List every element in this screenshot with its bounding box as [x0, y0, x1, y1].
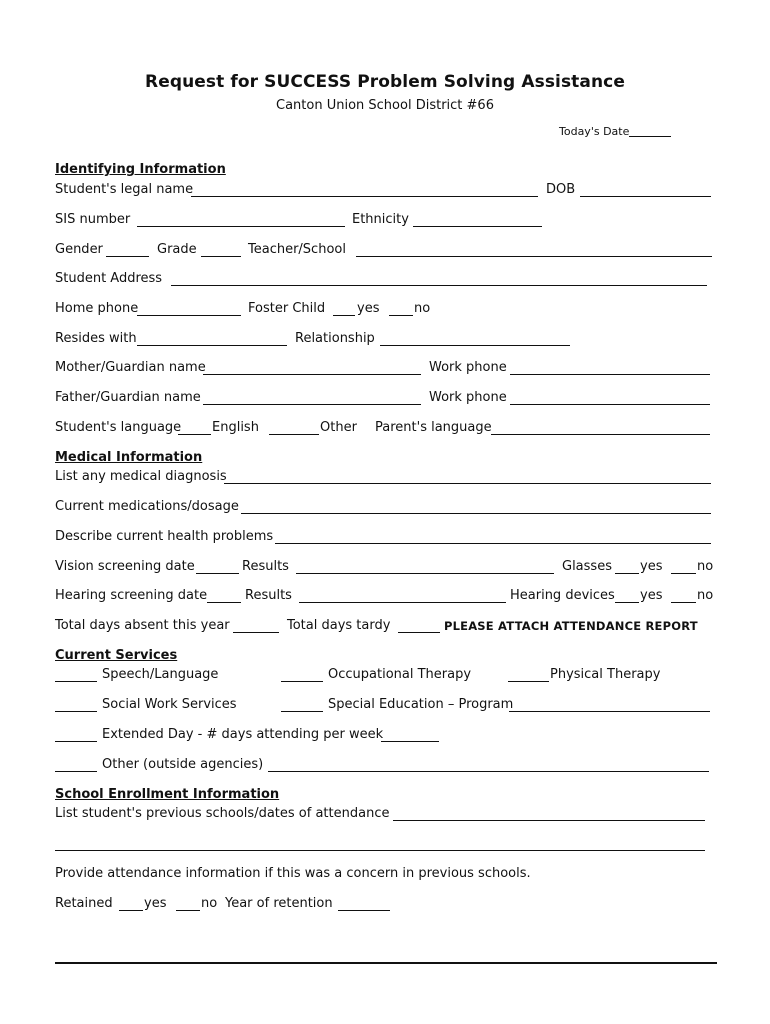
medications-label: Current medications/dosage — [55, 499, 239, 514]
legal-name-label: Student's legal name — [55, 182, 194, 197]
bottom-divider — [55, 962, 717, 964]
extended-day-blank[interactable] — [55, 727, 97, 742]
father-row — [55, 390, 715, 410]
foster-no-blank[interactable] — [389, 301, 413, 316]
hearing-devices-label: Hearing devices — [510, 588, 615, 603]
previous-schools-row — [55, 806, 715, 826]
retained-label: Retained — [55, 896, 113, 911]
glasses-no-label: no — [697, 559, 714, 574]
father-work-phone-blank[interactable] — [510, 390, 710, 405]
health-problems-blank[interactable] — [275, 529, 711, 544]
speech-label: Speech/Language — [102, 667, 219, 682]
other-agencies-label: Other (outside agencies) — [102, 757, 264, 772]
ot-label: Occupational Therapy — [328, 667, 472, 682]
absent-row — [55, 618, 715, 638]
diagnosis-label: List any medical diagnosis — [55, 469, 227, 484]
father-name-label: Father/Guardian name — [55, 390, 201, 405]
pt-blank[interactable] — [508, 667, 549, 682]
services-row-3 — [55, 727, 715, 747]
medical-heading: Medical Information — [55, 450, 203, 465]
hearing-row — [55, 588, 715, 608]
days-tardy-blank[interactable] — [398, 618, 440, 633]
home-phone-label: Home phone — [55, 301, 139, 316]
dob-label: DOB — [546, 182, 576, 197]
extended-day-count-blank[interactable] — [381, 727, 439, 742]
social-work-label: Social Work Services — [102, 697, 237, 712]
english-blank[interactable] — [178, 420, 211, 435]
enrollment-heading: School Enrollment Information — [55, 787, 280, 802]
services-heading: Current Services — [55, 648, 178, 663]
foster-no-label: no — [414, 301, 431, 316]
retained-no-label: no — [201, 896, 218, 911]
glasses-yes-label: yes — [640, 559, 663, 574]
resides-with-label: Resides with — [55, 331, 137, 346]
retained-no-blank[interactable] — [176, 896, 200, 911]
other-language-label: Other — [320, 420, 357, 435]
diagnosis-row — [55, 469, 715, 489]
foster-yes-blank[interactable] — [333, 301, 355, 316]
vision-date-blank[interactable] — [196, 559, 239, 574]
days-tardy-label: Total days tardy — [287, 618, 391, 633]
grade-label: Grade — [157, 242, 197, 257]
legal-name-blank[interactable] — [191, 182, 538, 197]
language-row — [55, 420, 715, 440]
district-name: Canton Union School District #66 — [276, 98, 494, 113]
sis-blank[interactable] — [137, 212, 345, 227]
days-absent-label: Total days absent this year — [55, 618, 230, 633]
hearing-no-label: no — [697, 588, 714, 603]
form-title: Request for SUCCESS Problem Solving Assistance — [145, 72, 625, 92]
relationship-label: Relationship — [295, 331, 375, 346]
foster-child-label: Foster Child — [248, 301, 326, 316]
retained-yes-label: yes — [144, 896, 167, 911]
hearing-date-label: Hearing screening date — [55, 588, 208, 603]
foster-yes-label: yes — [357, 301, 380, 316]
hearing-no-blank[interactable] — [671, 588, 696, 603]
retained-yes-blank[interactable] — [119, 896, 143, 911]
mother-row — [55, 360, 715, 380]
glasses-yes-blank[interactable] — [615, 559, 639, 574]
identifying-heading: Identifying Information — [55, 162, 226, 177]
gender-row — [55, 242, 715, 262]
todays-date-label: Today's Date — [559, 125, 630, 138]
year-retention-blank[interactable] — [338, 896, 390, 911]
glasses-no-blank[interactable] — [671, 559, 696, 574]
mother-work-phone-label: Work phone — [429, 360, 507, 375]
father-work-phone-label: Work phone — [429, 390, 507, 405]
teacher-school-blank[interactable] — [356, 242, 712, 257]
father-name-blank[interactable] — [203, 390, 421, 405]
special-ed-label: Special Education – Program — [328, 697, 514, 712]
attendance-info-row — [55, 866, 715, 886]
special-ed-blank[interactable] — [281, 697, 323, 712]
mother-work-phone-blank[interactable] — [510, 360, 710, 375]
gender-blank[interactable] — [106, 242, 149, 257]
teacher-school-label: Teacher/School — [248, 242, 346, 257]
attendance-info-label: Provide attendance information if this was a concern in previous schools. — [55, 866, 531, 881]
speech-blank[interactable] — [55, 667, 97, 682]
diagnosis-blank[interactable] — [224, 469, 711, 484]
legal-name-row — [55, 182, 715, 202]
ot-blank[interactable] — [281, 667, 323, 682]
hearing-results-blank[interactable] — [299, 588, 506, 603]
ethnicity-blank[interactable] — [413, 212, 542, 227]
todays-date-field[interactable] — [559, 122, 671, 138]
medications-row — [55, 499, 715, 519]
other-agencies-detail-blank[interactable] — [268, 757, 709, 772]
student-language-label: Student's language — [55, 420, 182, 435]
vision-row — [55, 559, 715, 579]
vision-date-label: Vision screening date — [55, 559, 195, 574]
hearing-date-blank[interactable] — [207, 588, 241, 603]
previous-schools-blank[interactable] — [393, 806, 705, 821]
health-problems-row — [55, 529, 715, 549]
dob-blank[interactable] — [580, 182, 711, 197]
vision-results-blank[interactable] — [296, 559, 554, 574]
retained-row — [55, 896, 715, 916]
attach-attendance-note: PLEASE ATTACH ATTENDANCE REPORT — [444, 619, 698, 633]
address-label: Student Address — [55, 271, 163, 286]
gender-label: Gender — [55, 242, 103, 257]
social-work-blank[interactable] — [55, 697, 97, 712]
resides-with-blank[interactable] — [137, 331, 287, 346]
parent-language-label: Parent's language — [375, 420, 492, 435]
year-retention-label: Year of retention — [225, 896, 333, 911]
previous-schools-extra-line[interactable] — [55, 850, 705, 851]
hearing-results-label: Results — [245, 588, 292, 603]
medications-blank[interactable] — [241, 499, 711, 514]
address-row — [55, 271, 715, 291]
sis-row — [55, 212, 715, 232]
previous-schools-label: List student's previous schools/dates of attendance — [55, 806, 390, 821]
hearing-yes-blank[interactable] — [615, 588, 639, 603]
special-ed-program-blank[interactable] — [509, 697, 710, 712]
mother-name-blank[interactable] — [203, 360, 421, 375]
days-absent-blank[interactable] — [233, 618, 279, 633]
hearing-yes-label: yes — [640, 588, 663, 603]
todays-date-blank[interactable] — [629, 122, 671, 137]
services-row-4 — [55, 757, 715, 777]
home-phone-row — [55, 301, 715, 321]
ethnicity-label: Ethnicity — [352, 212, 409, 227]
resides-row — [55, 331, 715, 351]
home-phone-blank[interactable] — [137, 301, 241, 316]
parent-language-blank[interactable] — [491, 420, 710, 435]
other-language-blank[interactable] — [269, 420, 319, 435]
glasses-label: Glasses — [562, 559, 612, 574]
services-row-1 — [55, 667, 715, 687]
address-blank[interactable] — [171, 271, 707, 286]
vision-results-label: Results — [242, 559, 289, 574]
health-problems-label: Describe current health problems — [55, 529, 274, 544]
pt-label: Physical Therapy — [550, 667, 661, 682]
english-label: English — [212, 420, 259, 435]
relationship-blank[interactable] — [380, 331, 570, 346]
grade-blank[interactable] — [201, 242, 241, 257]
sis-label: SIS number — [55, 212, 131, 227]
extended-day-label: Extended Day - # days attending per week — [102, 727, 384, 742]
other-agencies-blank[interactable] — [55, 757, 97, 772]
services-row-2 — [55, 697, 715, 717]
mother-name-label: Mother/Guardian name — [55, 360, 206, 375]
